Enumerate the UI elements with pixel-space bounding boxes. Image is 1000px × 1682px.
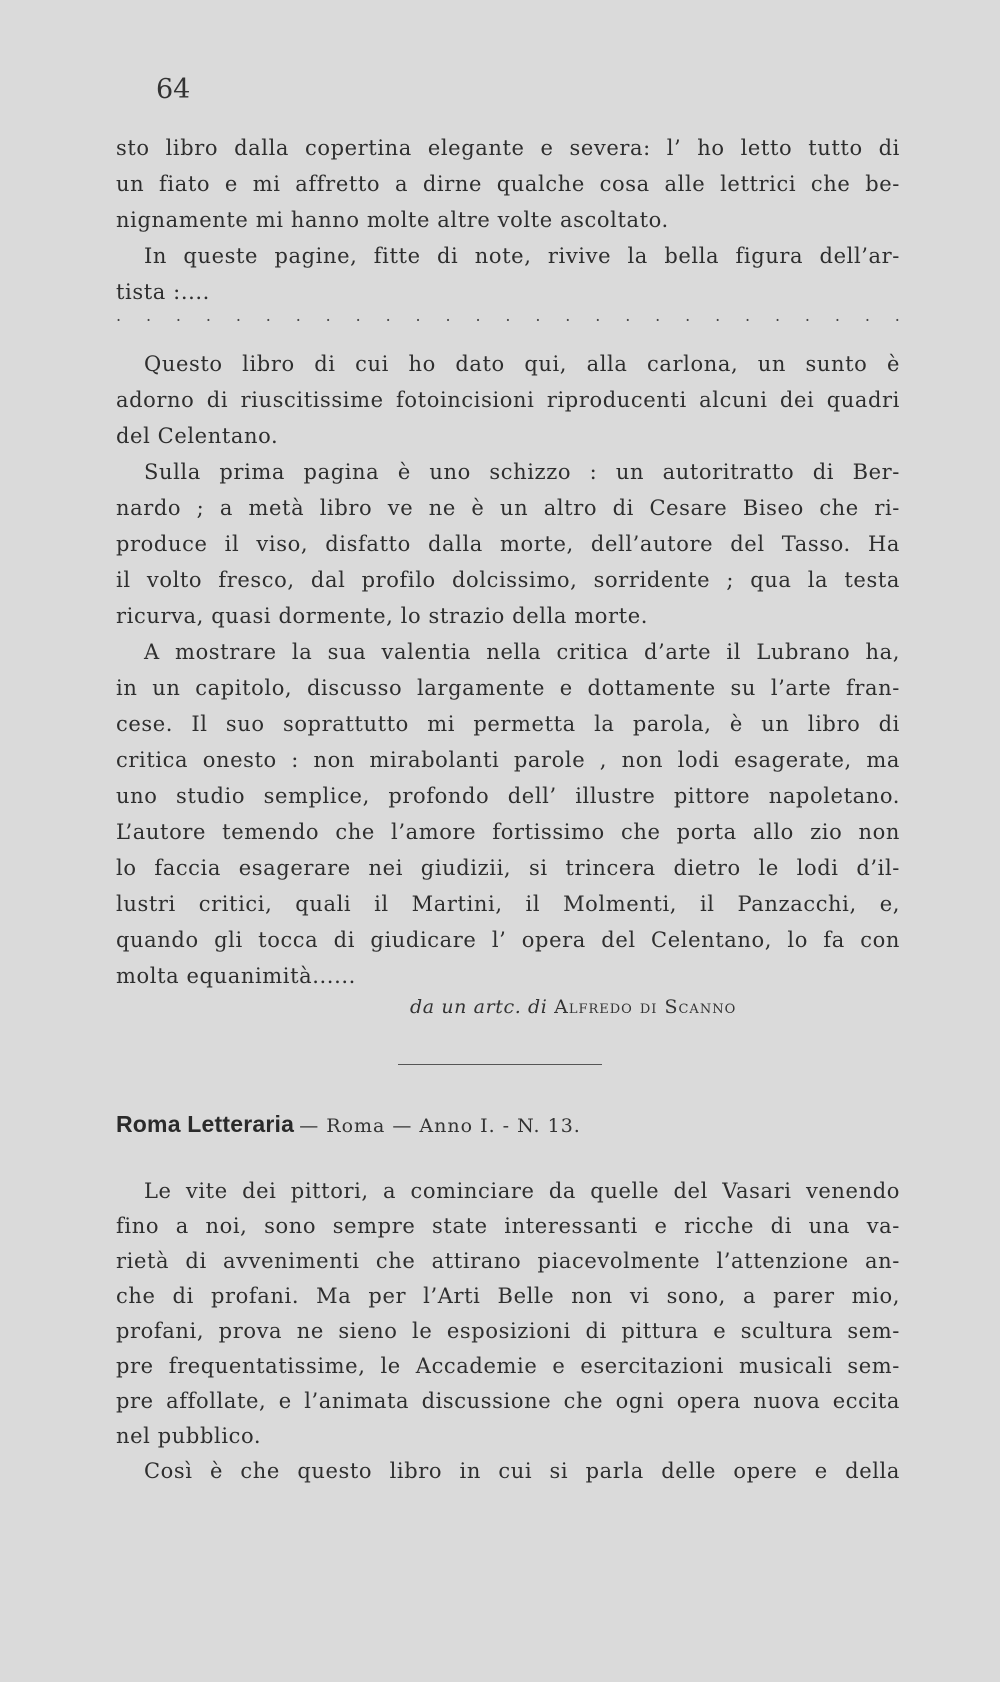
text-line: L’autore temendo che l’amore fortissimo che porta allo zio non [116,820,900,844]
text-line: profani, prova ne sieno le esposizioni di pittura e scultura sem- [116,1319,900,1343]
review-text-part1 [116,130,900,310]
ellipsis-dot: . [535,306,541,325]
ellipsis-dot: . [175,306,181,325]
text-line: Così è che questo libro in cui si parla delle opere e della [144,1459,900,1483]
ellipsis-dot: . [894,306,900,325]
text-line: Sulla prima pagina è uno schizzo : un autoritratto di Ber- [144,460,900,484]
section-divider [398,1064,602,1065]
text-line: un fiato e mi affretto a dirne qualche cosa alle lettrici che be- [116,172,900,196]
publication-name: Roma Letteraria [116,1111,295,1137]
text-line: rietà di avvenimenti che attirano piacevolmente l’attenzione an- [116,1249,900,1273]
signature-prefix: da un artc. di [410,996,548,1018]
text-line: nel pubblico. [116,1424,262,1448]
text-line: pre affollate, e l’animata discussione che ogni opera nuova eccita [116,1389,900,1413]
text-line: pre frequentatissime, le Accademie e esercitazioni musicali sem- [116,1354,900,1378]
ellipsis-dot: . [235,306,241,325]
ellipsis-dot: . [295,306,301,325]
text-line: cese. Il suo soprattutto mi permetta la parola, è un libro di [116,712,900,736]
text-line: fino a noi, sono sempre state interessanti e ricche di una va- [116,1214,900,1238]
ellipsis-dot: . [685,306,691,325]
ellipsis-dot: . [864,306,870,325]
ellipsis-dot: . [745,306,751,325]
text-line: molta equanimità...... [116,964,356,988]
ellipsis-dot: . [385,306,391,325]
ellipsis-dot: . [595,306,601,325]
ellipsis-dot: . [116,306,122,325]
ellipsis-dot: . [445,306,451,325]
text-line: tista :.... [116,280,210,304]
text-line: lustri critici, quali il Martini, il Molmenti, il Panzacchi, e, [116,892,900,916]
ellipsis-dot: . [804,306,811,325]
ellipsis-dot: . [355,306,361,325]
ellipsis-dot: . [475,306,481,325]
text-line: Le vite dei pittori, a cominciare da quelle del Vasari venendo [144,1179,900,1203]
text-line: lo faccia esagerare nei giudizii, si trincera dietro le lodi d’il- [116,856,900,880]
text-line: critica onesto : non mirabolanti parole , non lodi esagerate, ma [116,748,900,772]
text-line: ricurva, quasi dormente, lo strazio della morte. [116,604,649,628]
ellipsis-dot: . [325,306,331,325]
text-line: nignamente mi hanno molte altre volte ascoltato. [116,208,669,232]
ellipsis-dot: . [565,306,571,325]
text-line: uno studio semplice, profondo dell’ illustre pittore napoletano. [116,784,900,808]
ellipsis-dot: . [505,306,511,325]
ellipsis-dot: . [655,306,661,325]
ellipsis-dot: . [715,306,721,325]
page-number: 64 [156,74,191,105]
ellipsis-dot: . [265,306,271,325]
publication-details: — Roma — Anno I. - N. 13. [299,1115,581,1137]
ellipsis-dot: . [145,306,152,325]
text-line: adorno di riuscitissime fotoincisioni riproducenti alcuni dei quadri [116,388,900,412]
text-line: in un capitolo, discusso largamente e dottamente su l’arte fran- [116,676,900,700]
text-line: sto libro dalla copertina elegante e severa: l’ ho letto tutto di [116,136,900,160]
text-line: nardo ; a metà libro ve ne è un altro di Cesare Biseo che ri- [116,496,900,520]
text-line: che di profani. Ma per l’Arti Belle non vi sono, a parer mio, [116,1284,900,1308]
text-line: In queste pagine, fitte di note, rivive la bella figura dell’ar- [144,244,900,268]
text-line: del Celentano. [116,424,279,448]
review-text-section2 [116,1174,900,1489]
publication-header [116,1104,581,1144]
text-line: quando gli tocca di giudicare l’ opera del Celentano, lo fa con [116,928,900,952]
ellipsis-dot: . [774,306,781,325]
review-text-part2 [116,346,900,994]
text-line: produce il viso, disfatto dalla morte, dell’autore del Tasso. Ha [116,532,900,556]
ellipsis-dot: . [415,306,421,325]
ellipsis-dot: . [625,306,631,325]
signature-author: Alfredo di Scanno [554,996,737,1018]
ellipsis-dots-row [116,306,900,330]
ellipsis-dot: . [205,306,211,325]
text-line: A mostrare la sua valentia nella critica d’arte il Lubrano ha, [144,640,900,664]
text-line: il volto fresco, dal profilo dolcissimo, sorridente ; qua la testa [116,568,900,592]
review-signature [410,996,736,1018]
ellipsis-dot: . [834,306,840,325]
text-line: Questo libro di cui ho dato qui, alla carlona, un sunto è [144,352,900,376]
